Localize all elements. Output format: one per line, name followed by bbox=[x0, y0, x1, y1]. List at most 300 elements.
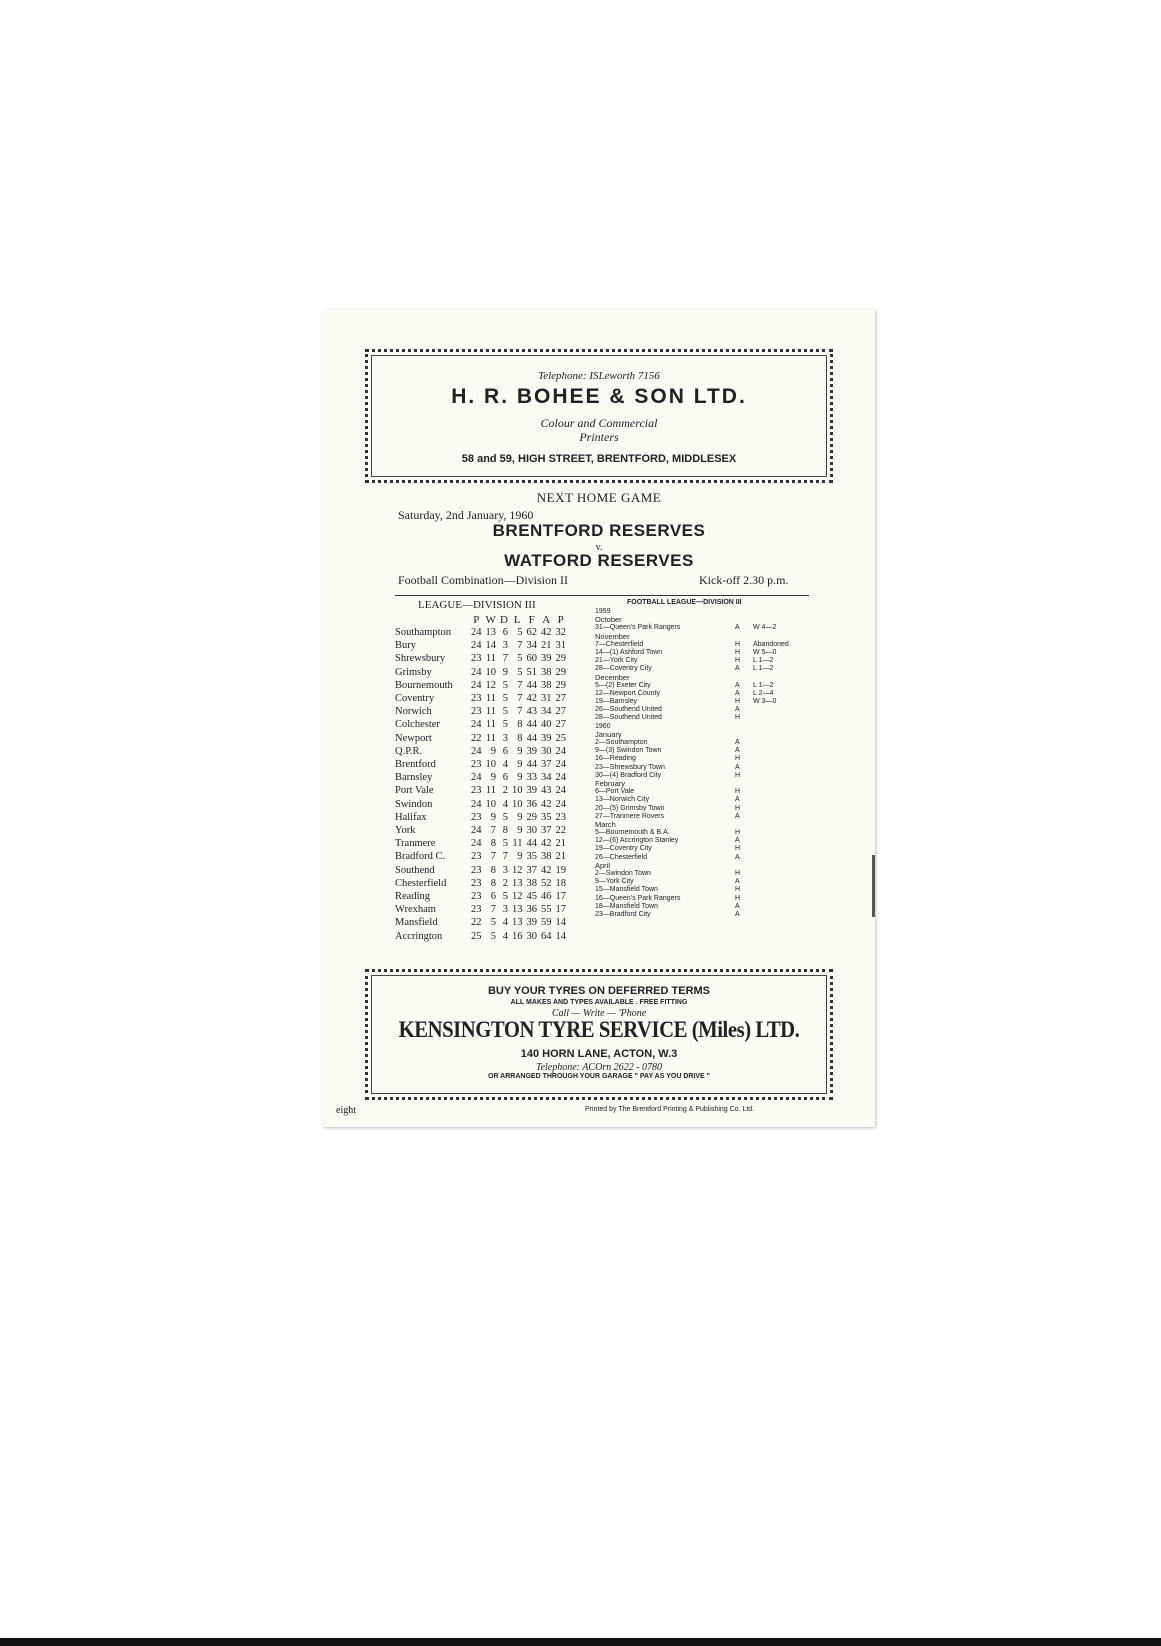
stat-cell: 5 bbox=[490, 930, 496, 942]
fixture-text: 27—Tranmere Rovers bbox=[595, 812, 664, 820]
stat-cell: 6 bbox=[502, 745, 508, 757]
stat-cell: 7 bbox=[517, 693, 523, 705]
fixture-venue: H bbox=[735, 894, 741, 902]
stat-cell: 31 bbox=[555, 640, 566, 652]
stat-cell: 23 bbox=[471, 693, 482, 705]
stat-cell: 13 bbox=[511, 917, 523, 929]
list-item bbox=[595, 657, 785, 665]
fixtures-heading: FOOTBALL LEAGUE—DIVISION III bbox=[627, 599, 742, 606]
table-row bbox=[393, 930, 568, 943]
fixture-text: 15—Mansfield Town bbox=[595, 886, 658, 894]
fixture-venue: A bbox=[735, 681, 740, 689]
stat-cell: 36 bbox=[526, 904, 537, 916]
stat-cell: 7 bbox=[517, 706, 523, 718]
fixture-text: 28—Coventry City bbox=[595, 665, 652, 673]
stat-cell: 16 bbox=[511, 930, 523, 942]
fixture-text: 26—Southend United bbox=[595, 706, 662, 714]
stat-cell: 18 bbox=[555, 877, 566, 889]
stat-cell: 10 bbox=[485, 798, 496, 810]
team-name: Mansfield bbox=[395, 917, 438, 929]
stat-cell: 42 bbox=[540, 798, 552, 810]
stat-cell: 8 bbox=[490, 877, 496, 889]
stat-cell: 9 bbox=[517, 851, 523, 863]
stat-cell: 5 bbox=[502, 719, 508, 731]
col-won: W bbox=[485, 613, 496, 626]
table-row bbox=[393, 811, 568, 824]
stat-cell: 23 bbox=[471, 864, 482, 876]
page-number-label: eight bbox=[336, 1105, 356, 1116]
list-item bbox=[595, 780, 785, 788]
col-lost: L bbox=[513, 613, 521, 626]
list-item bbox=[595, 649, 785, 657]
home-team: BRENTFORD RESERVES bbox=[492, 521, 706, 540]
fixture-venue: A bbox=[735, 910, 740, 918]
stat-cell: 33 bbox=[526, 772, 537, 784]
stat-cell: 23 bbox=[555, 811, 566, 823]
fixture-text: 2—Southampton bbox=[595, 739, 648, 746]
stat-cell: 40 bbox=[540, 719, 552, 731]
stat-cell: 24 bbox=[471, 640, 482, 652]
stat-cell: 39 bbox=[526, 745, 537, 757]
stat-cell: 55 bbox=[540, 904, 552, 916]
fixture-text: January bbox=[595, 729, 622, 739]
stat-cell: 24 bbox=[471, 627, 482, 638]
team-name: Bury bbox=[395, 640, 416, 652]
team-name: York bbox=[395, 825, 416, 837]
fixture-venue: H bbox=[735, 648, 741, 656]
stat-cell: 21 bbox=[555, 851, 566, 863]
fixture-text: 1959 bbox=[595, 608, 611, 615]
col-for: F bbox=[528, 613, 535, 626]
list-item bbox=[595, 813, 785, 821]
printer-credit: Printed by The Brentford Printing & Publishing Co. Ltd. bbox=[585, 1106, 755, 1113]
fixture-result: L 1—2 bbox=[753, 657, 774, 665]
list-item bbox=[595, 821, 785, 829]
table-row bbox=[393, 666, 568, 679]
stat-cell: 24 bbox=[471, 772, 482, 784]
stat-cell: 7 bbox=[490, 851, 496, 863]
section-divider bbox=[395, 595, 809, 596]
team-name: Newport bbox=[395, 732, 432, 744]
stat-cell: 4 bbox=[502, 798, 508, 810]
stat-cell: 8 bbox=[490, 838, 496, 850]
list-item bbox=[595, 837, 785, 845]
team-name: Colchester bbox=[395, 719, 440, 731]
stat-cell: 30 bbox=[526, 930, 537, 942]
team-name: Accrington bbox=[395, 930, 443, 942]
stat-cell: 2 bbox=[502, 785, 508, 797]
fixture-venue: H bbox=[735, 714, 741, 722]
stat-cell: 24 bbox=[471, 679, 482, 691]
fixture-venue: A bbox=[735, 796, 740, 804]
team-name: Halifax bbox=[395, 811, 427, 823]
stat-cell: 3 bbox=[502, 864, 508, 876]
stat-cell: 9 bbox=[517, 825, 523, 837]
stat-cell: 6 bbox=[502, 627, 508, 638]
table-row bbox=[393, 837, 568, 850]
fixture-text: February bbox=[595, 778, 626, 788]
stat-cell: 37 bbox=[540, 825, 552, 837]
fixture-text: 30—(4) Bradford City bbox=[595, 771, 662, 779]
stat-cell: 24 bbox=[555, 745, 566, 757]
team-name: Brentford bbox=[395, 759, 436, 771]
fixture-text: 21—York City bbox=[595, 657, 638, 665]
team-name: Bournemouth bbox=[395, 679, 453, 691]
list-item bbox=[595, 706, 785, 714]
printer-telephone: Telephone: ISLeworth 7156 bbox=[538, 370, 660, 382]
stat-cell: 24 bbox=[471, 798, 482, 810]
fixture-venue: H bbox=[735, 788, 741, 796]
stat-cell: 31 bbox=[540, 693, 552, 705]
table-row bbox=[393, 718, 568, 731]
fixture-result: W 4—2 bbox=[753, 624, 777, 632]
stat-cell: 44 bbox=[526, 679, 537, 691]
list-item bbox=[595, 731, 785, 739]
list-item bbox=[595, 739, 785, 747]
team-name: Chesterfield bbox=[395, 877, 447, 889]
table-row bbox=[393, 850, 568, 863]
stat-cell: 13 bbox=[511, 904, 523, 916]
table-row bbox=[393, 705, 568, 718]
stat-cell: 12 bbox=[485, 679, 496, 691]
fixture-text: 16—Queen's Park Rangers bbox=[595, 894, 681, 902]
league-table bbox=[393, 613, 568, 943]
fixture-text: 7—Chesterfield bbox=[595, 640, 644, 648]
stat-cell: 5 bbox=[490, 917, 496, 929]
stat-cell: 22 bbox=[471, 732, 482, 744]
stat-cell: 7 bbox=[490, 825, 496, 837]
list-item bbox=[595, 755, 785, 763]
fixture-text: December bbox=[595, 672, 630, 682]
stat-cell: 10 bbox=[485, 666, 496, 678]
fixture-venue: H bbox=[735, 845, 741, 853]
stat-cell: 9 bbox=[517, 759, 523, 771]
fixture-text: 18—Mansfield Town bbox=[595, 902, 658, 910]
stat-cell: 29 bbox=[526, 811, 537, 823]
stat-cell: 24 bbox=[555, 759, 566, 771]
stat-cell: 11 bbox=[512, 838, 523, 850]
stat-cell: 11 bbox=[485, 653, 496, 665]
table-row bbox=[393, 692, 568, 705]
stat-cell: 6 bbox=[502, 772, 508, 784]
next-home-date: Saturday, 2nd January, 1960 bbox=[398, 508, 534, 522]
fixture-venue: H bbox=[735, 771, 741, 779]
stat-cell: 9 bbox=[502, 666, 508, 678]
stat-cell: 11 bbox=[485, 732, 496, 744]
scan-bottom-edge bbox=[0, 1638, 1161, 1646]
stat-cell: 23 bbox=[471, 877, 482, 889]
fixture-text: 23—Bradford City bbox=[595, 910, 651, 918]
stat-cell: 38 bbox=[540, 851, 552, 863]
stat-cell: 24 bbox=[471, 745, 482, 757]
stat-cell: 24 bbox=[471, 838, 482, 850]
fixture-venue: H bbox=[735, 657, 741, 665]
fixture-result: L 1—2 bbox=[753, 665, 774, 673]
stat-cell: 43 bbox=[540, 785, 552, 797]
stat-cell: 23 bbox=[471, 904, 482, 916]
stat-cell: 36 bbox=[526, 798, 537, 810]
stat-cell: 34 bbox=[540, 706, 552, 718]
fixture-venue: A bbox=[735, 902, 740, 910]
fixture-venue: A bbox=[735, 739, 740, 746]
stat-cell: 7 bbox=[490, 904, 496, 916]
stat-cell: 32 bbox=[555, 627, 566, 638]
list-item bbox=[595, 640, 789, 649]
stat-cell: 5 bbox=[517, 666, 523, 678]
stat-cell: 37 bbox=[526, 864, 537, 876]
stat-cell: 7 bbox=[517, 679, 523, 691]
kickoff-time: Kick-off 2.30 p.m. bbox=[699, 573, 789, 587]
table-row bbox=[393, 758, 568, 771]
stat-cell: 29 bbox=[555, 666, 566, 678]
fixtures-list bbox=[595, 608, 789, 919]
list-item bbox=[595, 903, 785, 911]
stat-cell: 14 bbox=[555, 917, 566, 929]
table-row bbox=[393, 784, 568, 797]
tyre-advert-contact-methods: Call — Write — 'Phone bbox=[551, 1008, 647, 1019]
stat-cell: 37 bbox=[540, 759, 552, 771]
team-name: Southampton bbox=[395, 627, 452, 638]
fixture-venue: H bbox=[735, 755, 741, 763]
col-against: A bbox=[542, 613, 551, 626]
stat-cell: 44 bbox=[526, 732, 537, 744]
stat-cell: 7 bbox=[502, 653, 508, 665]
stat-cell: 2 bbox=[502, 877, 508, 889]
fixture-venue: A bbox=[735, 624, 740, 632]
team-name: Q.P.R. bbox=[395, 745, 423, 757]
league-table-header bbox=[393, 613, 568, 626]
fixture-venue: H bbox=[735, 886, 741, 894]
stat-cell: 21 bbox=[555, 838, 566, 850]
list-item bbox=[595, 854, 785, 862]
stat-cell: 11 bbox=[485, 693, 496, 705]
list-item bbox=[595, 608, 785, 616]
list-item bbox=[595, 796, 785, 804]
tyre-company-name: KENSINGTON TYRE SERVICE (Miles) LTD. bbox=[398, 1017, 800, 1042]
stat-cell: 46 bbox=[540, 891, 552, 903]
printer-address: 58 and 59, HIGH STREET, BRENTFORD, MIDDLESEX bbox=[461, 453, 737, 465]
stat-cell: 8 bbox=[502, 825, 508, 837]
tyre-company-address: 140 HORN LANE, ACTON, W.3 bbox=[520, 1048, 678, 1060]
stat-cell: 42 bbox=[540, 627, 552, 638]
stat-cell: 13 bbox=[485, 627, 496, 638]
list-item bbox=[595, 714, 785, 722]
stat-cell: 21 bbox=[540, 640, 552, 652]
stat-cell: 24 bbox=[555, 798, 566, 810]
list-item bbox=[595, 845, 785, 853]
away-team: WATFORD RESERVES bbox=[504, 551, 694, 570]
list-item bbox=[595, 616, 785, 624]
stat-cell: 42 bbox=[540, 864, 552, 876]
stat-cell: 13 bbox=[511, 877, 523, 889]
team-name: Norwich bbox=[395, 706, 432, 718]
fixture-text: 5—(2) Exeter City bbox=[595, 681, 651, 689]
stat-cell: 30 bbox=[540, 745, 552, 757]
table-row bbox=[393, 745, 568, 758]
fixture-text: 5—Bournemouth & B.A. bbox=[595, 829, 670, 837]
stat-cell: 59 bbox=[540, 917, 552, 929]
stat-cell: 9 bbox=[490, 745, 496, 757]
fixture-venue: H bbox=[735, 640, 741, 648]
fixture-text: 19—Barnsley bbox=[595, 698, 638, 706]
stat-cell: 51 bbox=[526, 666, 537, 678]
fixture-venue: A bbox=[735, 706, 740, 714]
stat-cell: 9 bbox=[517, 811, 523, 823]
fixture-text: 26—Chesterfield bbox=[595, 853, 648, 861]
stat-cell: 10 bbox=[511, 798, 523, 810]
printer-advert bbox=[365, 349, 833, 483]
team-name: Barnsley bbox=[395, 772, 433, 784]
programme-page bbox=[323, 309, 875, 1127]
versus-label: v. bbox=[595, 542, 603, 553]
stat-cell: 11 bbox=[485, 719, 496, 731]
stat-cell: 8 bbox=[517, 719, 523, 731]
fixture-text: 16—Reading bbox=[595, 755, 636, 763]
table-row bbox=[393, 652, 568, 665]
fixture-text: 23—Shrewsbury Town bbox=[595, 763, 665, 771]
stat-cell: 35 bbox=[540, 811, 552, 823]
printer-services-line1: Colour and Commercial bbox=[540, 416, 658, 430]
stat-cell: 23 bbox=[471, 811, 482, 823]
stat-cell: 8 bbox=[517, 732, 523, 744]
stat-cell: 5 bbox=[502, 838, 508, 850]
table-row bbox=[393, 639, 568, 652]
stat-cell: 17 bbox=[555, 904, 566, 916]
team-name: Shrewsbury bbox=[395, 653, 446, 665]
stat-cell: 9 bbox=[517, 772, 523, 784]
stat-cell: 44 bbox=[526, 719, 537, 731]
stat-cell: 4 bbox=[502, 759, 508, 771]
fixture-venue: H bbox=[735, 698, 741, 706]
fixture-result: W 5—0 bbox=[753, 648, 777, 656]
team-name: Bradford C. bbox=[395, 851, 446, 863]
list-item bbox=[595, 690, 785, 698]
stat-cell: 42 bbox=[540, 838, 552, 850]
table-row bbox=[393, 824, 568, 837]
stat-cell: 25 bbox=[471, 930, 482, 942]
team-name: Tranmere bbox=[395, 838, 436, 850]
stat-cell: 39 bbox=[526, 785, 537, 797]
fixture-venue: A bbox=[735, 763, 740, 771]
fixture-text: 1960 bbox=[595, 722, 611, 730]
stat-cell: 45 bbox=[526, 891, 537, 903]
table-row bbox=[393, 679, 568, 692]
league-table-heading: LEAGUE—DIVISION III bbox=[418, 599, 536, 611]
stat-cell: 42 bbox=[526, 693, 537, 705]
stat-cell: 7 bbox=[502, 851, 508, 863]
fixture-text: March bbox=[595, 819, 616, 829]
fixture-venue: A bbox=[735, 837, 740, 845]
stat-cell: 34 bbox=[540, 772, 552, 784]
stat-cell: 5 bbox=[517, 653, 523, 665]
stat-cell: 44 bbox=[526, 838, 537, 850]
stat-cell: 24 bbox=[471, 719, 482, 731]
stat-cell: 6 bbox=[490, 891, 496, 903]
stat-cell: 9 bbox=[517, 745, 523, 757]
stat-cell: 5 bbox=[502, 693, 508, 705]
fixture-text: 12—(6) Accrington Stanley bbox=[595, 837, 679, 845]
stat-cell: 60 bbox=[526, 653, 537, 665]
stat-cell: 23 bbox=[471, 891, 482, 903]
list-item bbox=[595, 633, 785, 641]
fixture-venue: A bbox=[735, 665, 740, 673]
table-row bbox=[393, 798, 568, 811]
stat-cell: 23 bbox=[471, 759, 482, 771]
stat-cell: 4 bbox=[502, 930, 508, 942]
stat-cell: 39 bbox=[540, 653, 552, 665]
fixture-result: L 1—2 bbox=[753, 681, 774, 689]
fixture-venue: A bbox=[735, 747, 740, 755]
stat-cell: 23 bbox=[471, 785, 482, 797]
stat-cell: 24 bbox=[471, 825, 482, 837]
stat-cell: 62 bbox=[526, 627, 537, 638]
table-row bbox=[393, 890, 568, 903]
stat-cell: 9 bbox=[490, 772, 496, 784]
stat-cell: 5 bbox=[502, 679, 508, 691]
stat-cell: 11 bbox=[485, 706, 496, 718]
team-name: Reading bbox=[395, 891, 430, 903]
stat-cell: 24 bbox=[555, 785, 566, 797]
stat-cell: 25 bbox=[555, 732, 566, 744]
team-name: Grimsby bbox=[395, 666, 432, 678]
fixture-venue: H bbox=[735, 870, 741, 877]
competition-label: Football Combination—Division II bbox=[398, 573, 568, 587]
list-item bbox=[595, 862, 785, 870]
team-name: Southend bbox=[395, 864, 435, 876]
list-item bbox=[595, 747, 785, 755]
fixture-venue: H bbox=[735, 804, 741, 812]
fixture-venue: A bbox=[735, 689, 740, 697]
table-row bbox=[393, 732, 568, 745]
fixture-result: L 2—4 bbox=[753, 689, 774, 697]
list-item bbox=[595, 764, 785, 772]
list-item bbox=[595, 674, 785, 682]
list-item bbox=[595, 805, 785, 813]
fixture-text: 14—(1) Ashford Town bbox=[595, 648, 663, 656]
col-drawn: D bbox=[500, 613, 508, 626]
fixture-text: 9—(3) Swindon Town bbox=[595, 747, 662, 755]
tyre-advert-subline: ALL MAKES AND TYPES AVAILABLE . FREE FITTING bbox=[510, 999, 688, 1006]
fixture-text: 31—Queen's Park Rangers bbox=[595, 624, 681, 632]
stat-cell: 24 bbox=[555, 772, 566, 784]
stat-cell: 17 bbox=[555, 891, 566, 903]
stat-cell: 5 bbox=[502, 891, 508, 903]
printer-services-line2: Printers bbox=[579, 430, 619, 444]
stat-cell: 5 bbox=[517, 627, 523, 638]
stat-cell: 23 bbox=[471, 706, 482, 718]
fixture-text: 2—Swindon Town bbox=[595, 870, 651, 877]
table-row bbox=[393, 864, 568, 877]
stat-cell: 27 bbox=[555, 693, 566, 705]
stat-cell: 52 bbox=[540, 877, 552, 889]
stat-cell: 9 bbox=[490, 811, 496, 823]
stat-cell: 10 bbox=[485, 759, 496, 771]
list-item bbox=[595, 723, 785, 731]
tyre-company-telephone: Telephone: ACOrn 2622 - 0780 bbox=[535, 1062, 663, 1073]
stat-cell: 23 bbox=[471, 653, 482, 665]
fixture-text: 20—(5) Grimsby Town bbox=[595, 804, 665, 812]
team-name: Wrexham bbox=[395, 904, 436, 916]
stat-cell: 7 bbox=[517, 640, 523, 652]
fixture-text: October bbox=[595, 615, 622, 625]
stat-cell: 5 bbox=[502, 811, 508, 823]
fixture-text: 19—Coventry City bbox=[595, 845, 652, 853]
stat-cell: 3 bbox=[502, 732, 508, 744]
stat-cell: 44 bbox=[526, 759, 537, 771]
fixture-text: 28—Southend United bbox=[595, 714, 662, 722]
stat-cell: 10 bbox=[511, 785, 523, 797]
fixture-text: 6—Port Vale bbox=[595, 788, 635, 796]
